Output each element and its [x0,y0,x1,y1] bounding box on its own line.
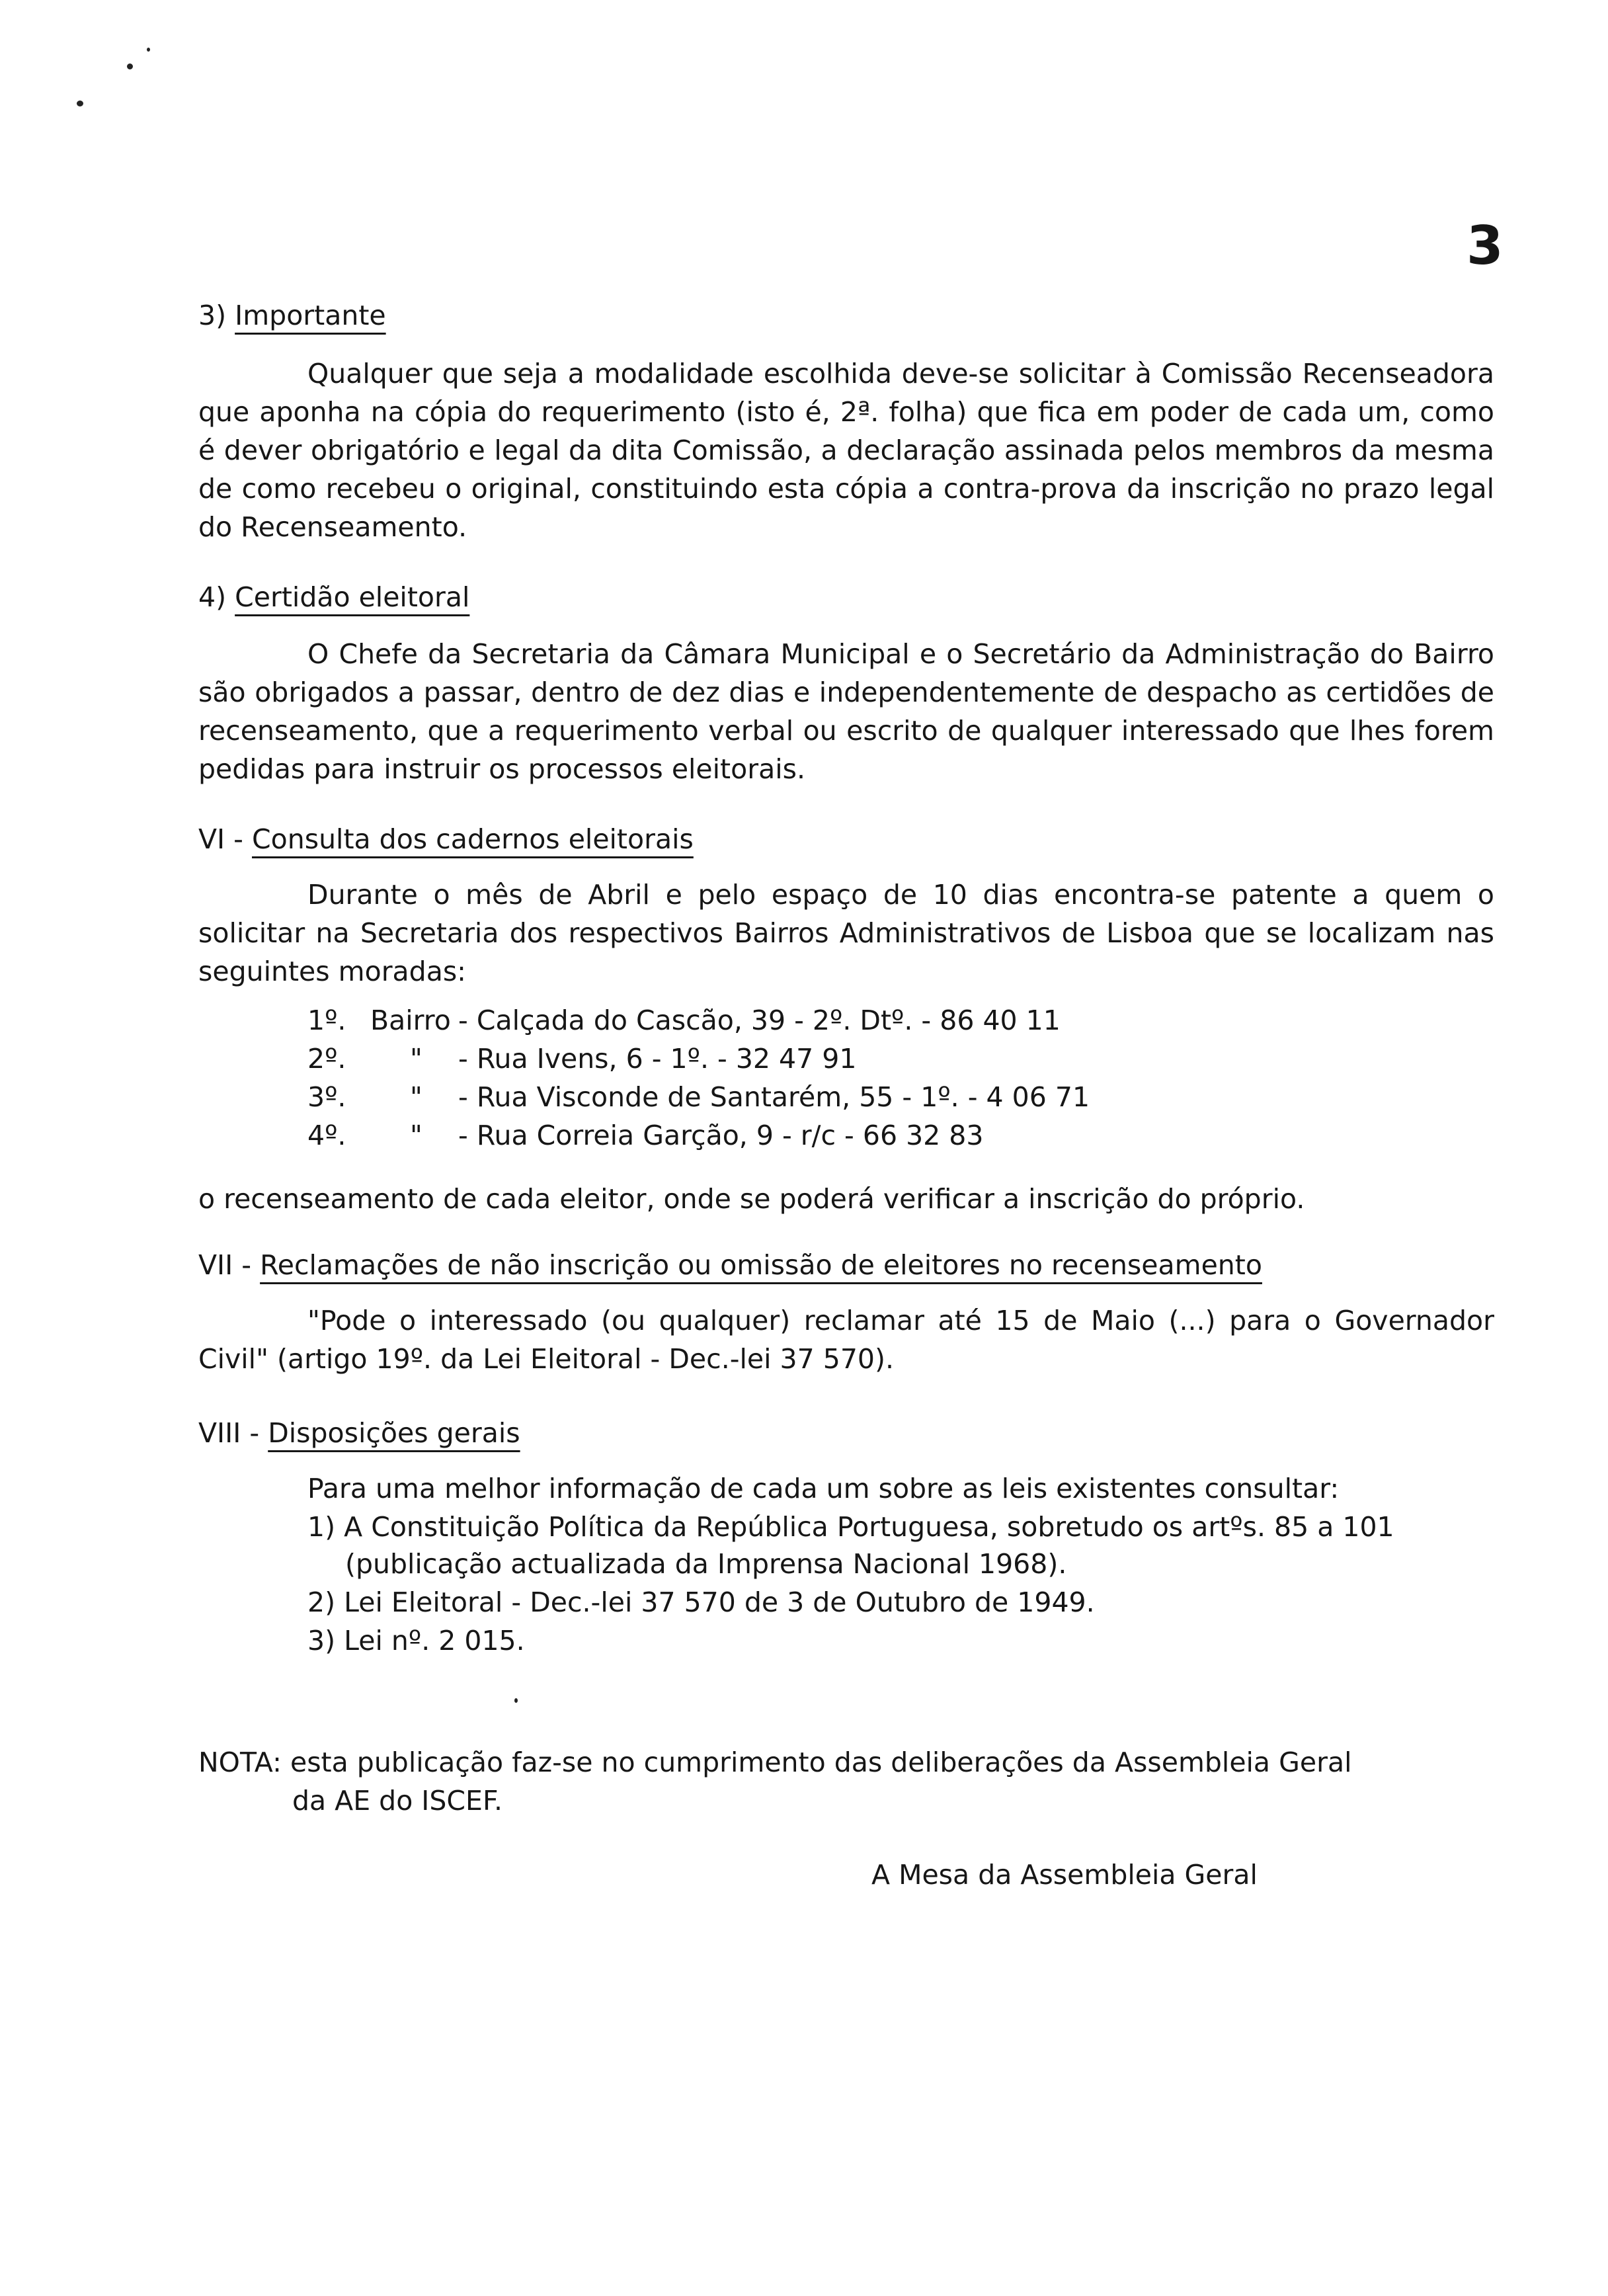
section-number: VI - [198,823,243,855]
law-item-1-cont: (publicação actualizada da Imprensa Nacional 1968). [345,1548,1067,1580]
section-number: 4) [198,581,227,613]
section-number: VII - [198,1249,252,1281]
page-number: 3 [1467,215,1504,276]
section-VI-closing: o recenseamento de cada eleitor, onde se poderá verificar a inscrição do próprio. [198,1183,1305,1215]
section-4-body: O Chefe da Secretaria da Câmara Municipal e o Secretário da Administração do Bairro são obrigados a passar, dentro de dez dias e independentemente de despacho as certidões de recenseamento, que a requerimento verbal ou escrito de qualquer interessado que lhes forem pedidas para instruir os processos eleitorais. [198,638,1494,785]
nota-line-1: NOTA: esta publicação faz-se no cumprimento das deliberações da Assembleia Geral [198,1746,1352,1778]
section-title: Importante [235,300,386,331]
section-VII-heading [198,1246,1262,1284]
law-item-3: 3) Lei nº. 2 015. [307,1625,525,1657]
section-3-heading [198,296,386,335]
law-item-1: 1) A Constituição Política da República Portuguesa, sobretudo os artºs. 85 a 101 [307,1511,1394,1543]
section-4-heading [198,578,469,616]
law-item-2: 2) Lei Eleitoral - Dec.-lei 37 570 de 3 de Outubro de 1949. [307,1586,1095,1618]
section-title: Reclamações de não inscrição ou omissão de eleitores no recenseamento [260,1249,1262,1281]
scan-speck [127,63,133,69]
section-title: Certidão eleitoral [235,581,470,613]
scan-speck [514,1698,518,1703]
section-VIII-heading [198,1414,520,1452]
section-number: VIII - [198,1417,260,1449]
section-VII-body: "Pode o interessado (ou qualquer) reclamar até 15 de Maio (...) para o Governador Civil" (artigo 19º. da Lei Eleitoral - Dec.-lei 37 570). [198,1305,1494,1375]
scan-speck [77,101,83,106]
signature: A Mesa da Assembleia Geral [871,1859,1258,1891]
section-title: Disposições gerais [268,1417,520,1449]
nota-line-2: da AE do ISCEF. [292,1785,502,1817]
section-number: 3) [198,300,227,331]
scan-speck [147,48,150,52]
section-title: Consulta dos cadernos eleitorais [252,823,694,855]
section-3-body: Qualquer que seja a modalidade escolhida deve-se solicitar à Comissão Recenseadora que aponha na cópia do requerimento (isto é, 2ª. folha) que fica em poder de cada um, como é dever obrigatório e legal da dita Comissão, a declaração assinada pelos membros da mesma de como recebeu o original, constituindo esta cópia a contra-prova da inscrição no prazo legal do Recenseamento. [198,358,1494,543]
section-VIII-intro: Para uma melhor informação de cada um sobre as leis existentes consultar: [307,1473,1340,1504]
section-VI-heading [198,820,694,858]
section-VI-body: Durante o mês de Abril e pelo espaço de 10 dias encontra-se patente a quem o solicitar na Secretaria dos respectivos Bairros Administrativos de Lisboa que se localizam nas seguintes moradas: [198,879,1494,987]
